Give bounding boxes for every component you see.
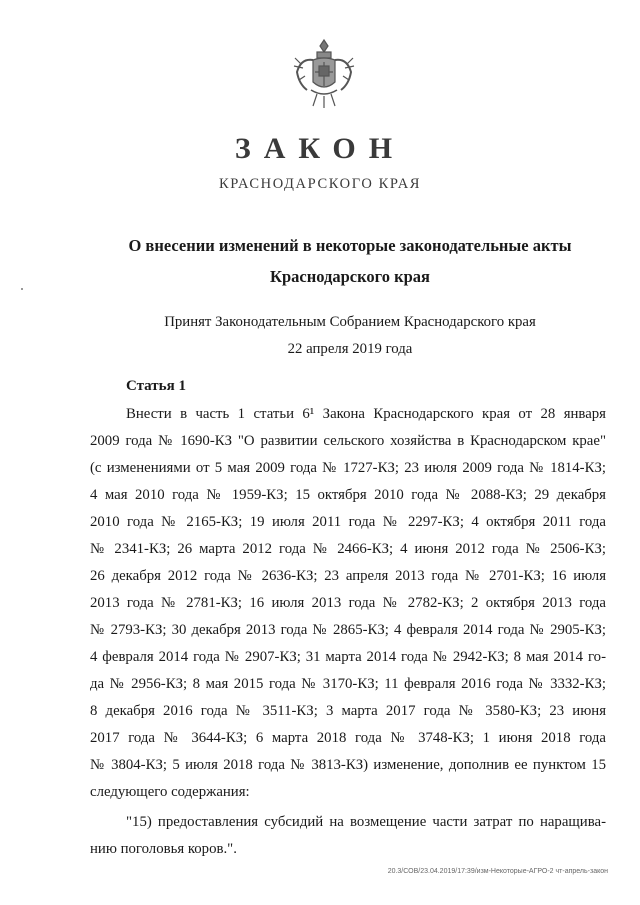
document-heading-line-1: О внесении изменений в некоторые законодательные акты (128, 236, 572, 255)
article-label: Статья 1 (126, 378, 186, 394)
document-heading-line-2: Краснодарского края (270, 267, 430, 286)
article-text-line: 4 мая 2010 года № 1959-КЗ; 15 октября 2010 года № 2088-КЗ; 29 декабря (90, 487, 606, 503)
document-footer-code: 20.3/СОВ/23.04.2019/17:39/изм-Некоторые-АГРО-2 чт-апрель-закон (387, 868, 608, 875)
article-text-line: № 2341-КЗ; 26 марта 2012 года № 2466-КЗ; 4 июня 2012 года № 2506-КЗ; (90, 541, 606, 557)
article-text-line: 4 февраля 2014 года № 2907-КЗ; 31 марта 2014 года № 2942-КЗ; 8 мая 2014 го- (90, 649, 606, 665)
quoted-amendment-line: "15) предоставления субсидий на возмещение части затрат по наращива- (126, 814, 606, 830)
article-text-line: 26 декабря 2012 года № 2636-КЗ; 23 апреля 2013 года № 2701-КЗ; 16 июля (90, 568, 606, 584)
article-text-line: следующего содержания: (90, 784, 250, 800)
adopted-by-line: Принят Законодательным Собранием Краснодарского края (164, 314, 536, 330)
article-text-line: да № 2956-КЗ; 8 мая 2015 года № 3170-КЗ; 11 февраля 2016 года № 3332-КЗ; (90, 676, 606, 692)
law-subtitle: КРАСНОДАРСКОГО КРАЯ (218, 176, 422, 192)
article-text-line: 8 декабря 2016 года № 3511-КЗ; 3 марта 2017 года № 3580-КЗ; 23 июня (90, 703, 606, 719)
article-text-line: 2009 года № 1690-КЗ "О развитии сельского хозяйства в Краснодарском крае" (90, 433, 606, 449)
article-text-line: № 3804-КЗ; 5 июля 2018 года № 3813-КЗ) изменение, дополнив ее пунктом 15 (90, 757, 606, 773)
article-text-line: 2010 года № 2165-КЗ; 19 июля 2011 года № 2297-КЗ; 4 октября 2011 года (90, 514, 606, 530)
margin-mark (21, 288, 23, 290)
article-text-line: Внести в часть 1 статьи 6¹ Закона Краснодарского края от 28 января (126, 406, 606, 422)
coat-of-arms-icon (293, 38, 355, 110)
quoted-amendment-line: нию поголовья коров.". (90, 841, 237, 857)
article-text-line: (с изменениями от 5 мая 2009 года № 1727-КЗ; 23 июля 2009 года № 1814-КЗ; (90, 460, 606, 476)
article-text-line: 2017 года № 3644-КЗ; 6 марта 2018 года № 3748-КЗ; 1 июня 2018 года (90, 730, 606, 746)
adoption-date: 22 апреля 2019 года (287, 341, 413, 357)
article-text-line: 2013 года № 2781-КЗ; 16 июля 2013 года № 2782-КЗ; 2 октября 2013 года (90, 595, 606, 611)
law-title: ЗАКОН (234, 132, 406, 165)
article-text-line: № 2793-КЗ; 30 декабря 2013 года № 2865-КЗ; 4 февраля 2014 года № 2905-КЗ; (90, 622, 606, 638)
